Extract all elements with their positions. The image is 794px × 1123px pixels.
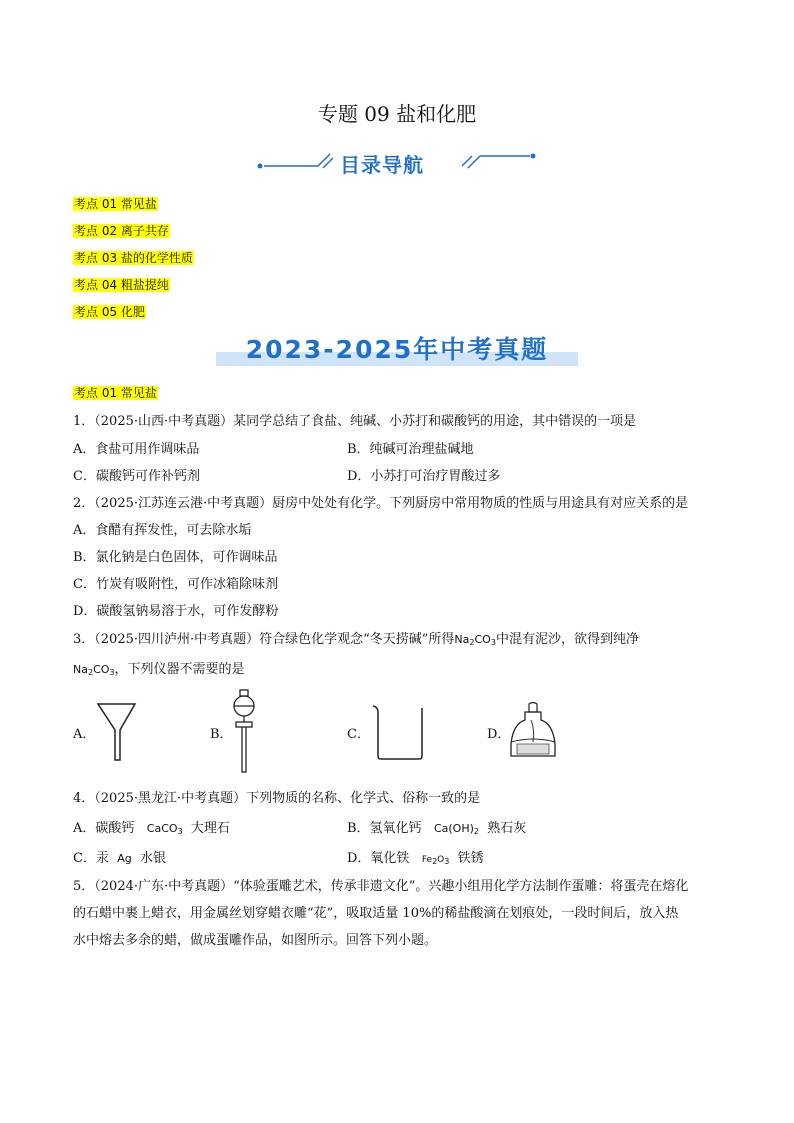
section-label: 考点 01 常见盐 bbox=[74, 386, 157, 400]
question-3-stem: 3．（2025·四川泸州·中考真题）符合绿色化学观念“冬天捞碱”所得$Na_2CO_3$中混有泥沙，欲得到纯净 bbox=[73, 632, 639, 647]
question-3-option-b[interactable]: B． bbox=[210, 727, 233, 742]
question-2-option-d[interactable]: D．碳酸氢钠易溶于水，可作发酵粉 bbox=[73, 604, 279, 619]
question-2-option-b[interactable]: B．氯化钠是白色固体，可作调味品 bbox=[73, 550, 278, 565]
question-4-option-a[interactable]: A．碳酸钙 CaCO$_3$ 大理石 bbox=[73, 821, 230, 836]
question-3-option-a[interactable]: A． bbox=[73, 727, 96, 742]
toc-item[interactable]: 考点 03 盐的化学性质 bbox=[74, 251, 193, 265]
chemical-formula: $Na_2CO_3$ bbox=[454, 633, 496, 647]
question-5-line-2: 的石蜡中裹上蜡衣，用金属丝划穿蜡衣雕“花”，吸取适量 10%的稀盐酸滴在划痕处，一段时间后，放入热 bbox=[73, 906, 679, 921]
toc-item[interactable]: 考点 04 粗盐提纯 bbox=[74, 278, 169, 292]
question-4-stem: 4．（2025·黑龙江·中考真题）下列物质的名称、化学式、俗称一致的是 bbox=[73, 791, 481, 806]
question-5-line-1: 5．（2024·广东·中考真题）“体验蛋雕艺术，传承非遗文化”。兴趣小组用化学方法制作蛋雕：将蛋壳在熔化 bbox=[73, 879, 689, 894]
beaker-icon bbox=[370, 702, 430, 762]
question-1-option-a[interactable]: A．食盐可用作调味品 bbox=[73, 442, 200, 457]
question-2-option-c[interactable]: C．竹炭有吸附性，可作冰箱除味剂 bbox=[73, 577, 278, 592]
toc-item[interactable]: 考点 05 化肥 bbox=[74, 305, 145, 319]
alcohol-lamp-icon bbox=[509, 702, 557, 760]
question-3-option-c[interactable]: C． bbox=[347, 727, 370, 742]
toc-item[interactable]: 考点 02 离子共存 bbox=[74, 224, 169, 238]
toc-item[interactable]: 考点 01 常见盐 bbox=[74, 197, 157, 211]
question-3-option-d[interactable]: D． bbox=[487, 727, 511, 742]
question-1-option-b[interactable]: B．纯碱可治理盐碱地 bbox=[347, 442, 474, 457]
question-2-stem: 2．（2025·江苏连云港·中考真题）厨房中处处有化学。下列厨房中常用物质的性质与用途具有对应关系的是 bbox=[73, 496, 689, 511]
separatory-funnel-icon bbox=[228, 688, 260, 776]
page-title: 专题 09 盐和化肥 bbox=[317, 102, 477, 126]
question-2-option-a[interactable]: A．食醋有挥发性，可去除水垢 bbox=[73, 523, 252, 538]
funnel-icon bbox=[95, 700, 139, 764]
banner-title: 2023-2025年中考真题 bbox=[245, 335, 549, 364]
question-1-option-c[interactable]: C．碳酸钙可作补钙剂 bbox=[73, 469, 200, 484]
section-banner bbox=[0, 328, 794, 370]
question-1-option-d[interactable]: D．小苏打可治疗胃酸过多 bbox=[347, 469, 501, 484]
question-4-option-d[interactable]: D．氧化铁 Fe2O3 铁锈 bbox=[347, 851, 484, 866]
toc-title: 目录导航 bbox=[340, 153, 424, 177]
question-4-option-b[interactable]: B．氢氧化钙 $Ca(OH)_2$ 熟石灰 bbox=[347, 821, 527, 836]
question-1-stem: 1．（2025·山西·中考真题）某同学总结了食盐、纯碱、小苏打和碳酸钙的用途，其中错误的一项是 bbox=[73, 414, 637, 429]
chemical-formula: $Na_2CO_3$ bbox=[73, 663, 115, 677]
question-5-line-3: 水中熔去多余的蜡，做成蛋雕作品，如图所示。回答下列小题。 bbox=[73, 933, 438, 948]
question-3-stem-line2: $Na_2CO_3$，下列仪器不需要的是 bbox=[73, 662, 245, 677]
toc-header bbox=[0, 146, 794, 180]
question-4-option-c[interactable]: C．汞 Ag 水银 bbox=[73, 851, 167, 866]
